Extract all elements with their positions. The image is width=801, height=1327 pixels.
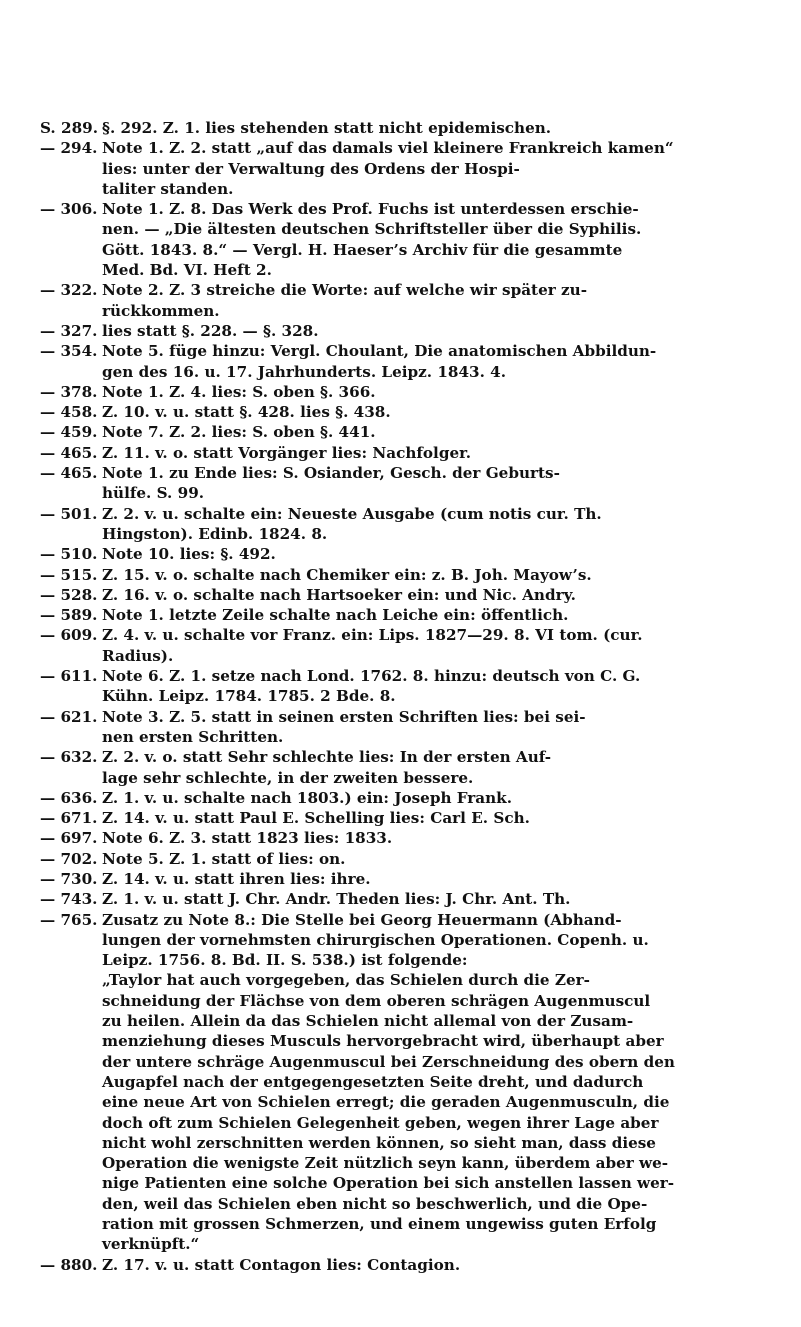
errata-entry	[40, 910, 770, 1255]
errata-page-ref: — 880.	[40, 1255, 98, 1274]
errata-page-ref: — 730.	[40, 869, 98, 888]
errata-correction: Note 1. zu Ende lies: S. Osiander, Gesch. der Geburts- hülfe. S. 99.	[102, 464, 560, 503]
errata-page-ref: — 589.	[40, 606, 98, 625]
errata-entry	[40, 666, 770, 707]
errata-page-ref: — 294.	[40, 139, 98, 158]
errata-correction: Note 7. Z. 2. lies: S. oben §. 441.	[102, 423, 376, 442]
errata-entry	[40, 341, 770, 382]
errata-entry	[40, 504, 770, 545]
errata-correction: Note 1. letzte Zeile schalte nach Leiche ein: öffentlich.	[102, 606, 569, 625]
errata-entry	[40, 544, 770, 564]
errata-page-ref: — 465.	[40, 443, 98, 462]
errata-page-ref: — 459.	[40, 423, 98, 442]
errata-page-ref: S. 289.	[40, 119, 98, 137]
errata-entry	[40, 849, 770, 869]
errata-correction: Note 1. Z. 2. statt „auf das damals viel kleinere Frankreich kamen“ lies: unter der Verwaltung des Ordens der Hospi- taliter standen.	[102, 139, 674, 198]
errata-list	[40, 118, 770, 1275]
errata-entry	[40, 199, 770, 280]
errata-page-ref: — 671.	[40, 809, 98, 828]
errata-correction: Note 2. Z. 3 streiche die Worte: auf welche wir später zu- rückkommen.	[102, 281, 587, 320]
errata-correction: Note 10. lies: §. 492.	[102, 545, 276, 564]
errata-page-ref: — 510.	[40, 545, 98, 564]
errata-entry	[40, 869, 770, 889]
errata-page-ref: — 702.	[40, 849, 98, 868]
errata-page-ref: — 697.	[40, 829, 98, 848]
errata-entry	[40, 565, 770, 585]
errata-page-ref: — 501.	[40, 504, 98, 523]
errata-entry	[40, 138, 770, 199]
errata-entry	[40, 605, 770, 625]
errata-page-ref: — 743.	[40, 890, 98, 909]
errata-correction: Note 1. Z. 4. lies: S. oben §. 366.	[102, 382, 376, 401]
errata-entry	[40, 747, 770, 788]
errata-correction: §. 292. Z. 1. lies stehenden statt nicht epidemischen.	[102, 119, 552, 137]
errata-correction: Zusatz zu Note 8.: Die Stelle bei Georg Heuermann (Abhand- lungen der vornehmsten chirurgischen Operationen. Copenh. u. Leipz. 1756. 8. Bd. II. S. 538.) ist folgende: „Taylor hat auch vorgegeben, das Schielen durch die Zer- schneidung der Flächse von dem oberen schrägen Augenmuscul zu heilen. Allein da das Schielen nicht allemal von der Zusam- menziehung dieses Musculs hervorgebracht wird, überhaupt aber der untere schräge Augenmuscul bei Zerschneidung des obern den Augapfel nach der entgegengesetzten Seite dreht, und dadurch eine neue Art von Schielen erregt; die geraden Augenmusculn, die doch oft zum Schielen Gelegenheit geben, wegen ihrer Lage aber nicht wohl zerschnitten werden können, so sieht man, dass diese Operation die wenigste Zeit nützlich seyn kann, überdem aber we- nige Patienten eine solche Operation bei sich anstellen lassen wer- den, weil das Schielen eben nicht so beschwerlich, und die Ope- ration mit grossen Schmerzen, und einem ungewiss guten Erfolg verknüpft.“	[102, 910, 675, 1254]
errata-entry	[40, 422, 770, 442]
errata-correction: Z. 1. v. u. schalte nach 1803.) ein: Joseph Frank.	[102, 788, 512, 807]
errata-correction: Z. 14. v. u. statt ihren lies: ihre.	[102, 869, 371, 888]
errata-correction: Note 3. Z. 5. statt in seinen ersten Schriften lies: bei sei- nen ersten Schritten.	[102, 707, 586, 746]
errata-correction: Z. 2. v. u. schalte ein: Neueste Ausgabe (cum notis cur. Th. Hingston). Edinb. 1824. 8.	[102, 504, 602, 543]
errata-correction: Z. 11. v. o. statt Vorgänger lies: Nachfolger.	[102, 443, 471, 462]
errata-page-ref: — 528.	[40, 585, 98, 604]
errata-correction: Z. 10. v. u. statt §. 428. lies §. 438.	[102, 403, 391, 422]
errata-page-ref: — 765.	[40, 910, 98, 929]
errata-correction: lies statt §. 228. — §. 328.	[102, 321, 319, 340]
errata-correction: Z. 4. v. u. schalte vor Franz. ein: Lips. 1827—29. 8. VI tom. (cur. Radius).	[102, 626, 643, 665]
errata-correction: Note 5. Z. 1. statt of lies: on.	[102, 849, 346, 868]
errata-entry	[40, 788, 770, 808]
errata-page-ref: — 354.	[40, 342, 98, 361]
errata-correction: Z. 1. v. u. statt J. Chr. Andr. Theden lies: J. Chr. Ant. Th.	[102, 890, 571, 909]
errata-correction: Note 6. Z. 3. statt 1823 lies: 1833.	[102, 829, 393, 848]
errata-page-ref: — 632.	[40, 748, 98, 767]
errata-entry	[40, 443, 770, 463]
errata-page-ref: — 621.	[40, 707, 98, 726]
errata-entry	[40, 118, 770, 138]
errata-page-ref: — 458.	[40, 403, 98, 422]
errata-page-ref: — 515.	[40, 565, 98, 584]
errata-entry	[40, 625, 770, 666]
errata-entry	[40, 321, 770, 341]
errata-entry	[40, 382, 770, 402]
errata-correction: Z. 17. v. u. statt Contagon lies: Contagion.	[102, 1255, 461, 1274]
errata-correction: Z. 14. v. u. statt Paul E. Schelling lies: Carl E. Sch.	[102, 809, 530, 828]
errata-entry	[40, 585, 770, 605]
errata-entry	[40, 828, 770, 848]
errata-correction: Z. 2. v. o. statt Sehr schlechte lies: In der ersten Auf- lage sehr schlechte, in der zweiten bessere.	[102, 748, 552, 787]
errata-correction: Note 6. Z. 1. setze nach Lond. 1762. 8. hinzu: deutsch von C. G. Kühn. Leipz. 1784. 1785. 2 Bde. 8.	[102, 667, 641, 706]
errata-correction: Note 5. füge hinzu: Vergl. Choulant, Die anatomischen Abbildun- gen des 16. u. 17. Jahrhunderts. Leipz. 1843. 4.	[102, 342, 657, 381]
errata-page-ref: — 636.	[40, 788, 98, 807]
errata-correction: Z. 16. v. o. schalte nach Hartsoeker ein: und Nic. Andry.	[102, 585, 576, 604]
errata-page-ref: — 611.	[40, 667, 98, 686]
errata-page-ref: — 609.	[40, 626, 98, 645]
errata-correction: Note 1. Z. 8. Das Werk des Prof. Fuchs ist unterdessen erschie- nen. — „Die ältesten deutschen Schriftsteller über die Syphilis. Gött. 1843. 8.“ — Vergl. H. Haeser’s Archiv für die gesammte Med. Bd. VI. Heft 2.	[102, 200, 642, 280]
errata-page-ref: — 322.	[40, 281, 98, 300]
errata-entry	[40, 808, 770, 828]
errata-entry	[40, 463, 770, 504]
errata-page-ref: — 306.	[40, 200, 98, 219]
errata-page-ref: — 327.	[40, 321, 98, 340]
errata-entry	[40, 889, 770, 909]
errata-entry	[40, 402, 770, 422]
errata-entry	[40, 280, 770, 321]
errata-correction: Z. 15. v. o. schalte nach Chemiker ein: z. B. Joh. Mayow’s.	[102, 565, 592, 584]
errata-page-ref: — 378.	[40, 382, 98, 401]
errata-entry	[40, 1255, 770, 1275]
errata-entry	[40, 707, 770, 748]
errata-page-ref: — 465.	[40, 464, 98, 483]
